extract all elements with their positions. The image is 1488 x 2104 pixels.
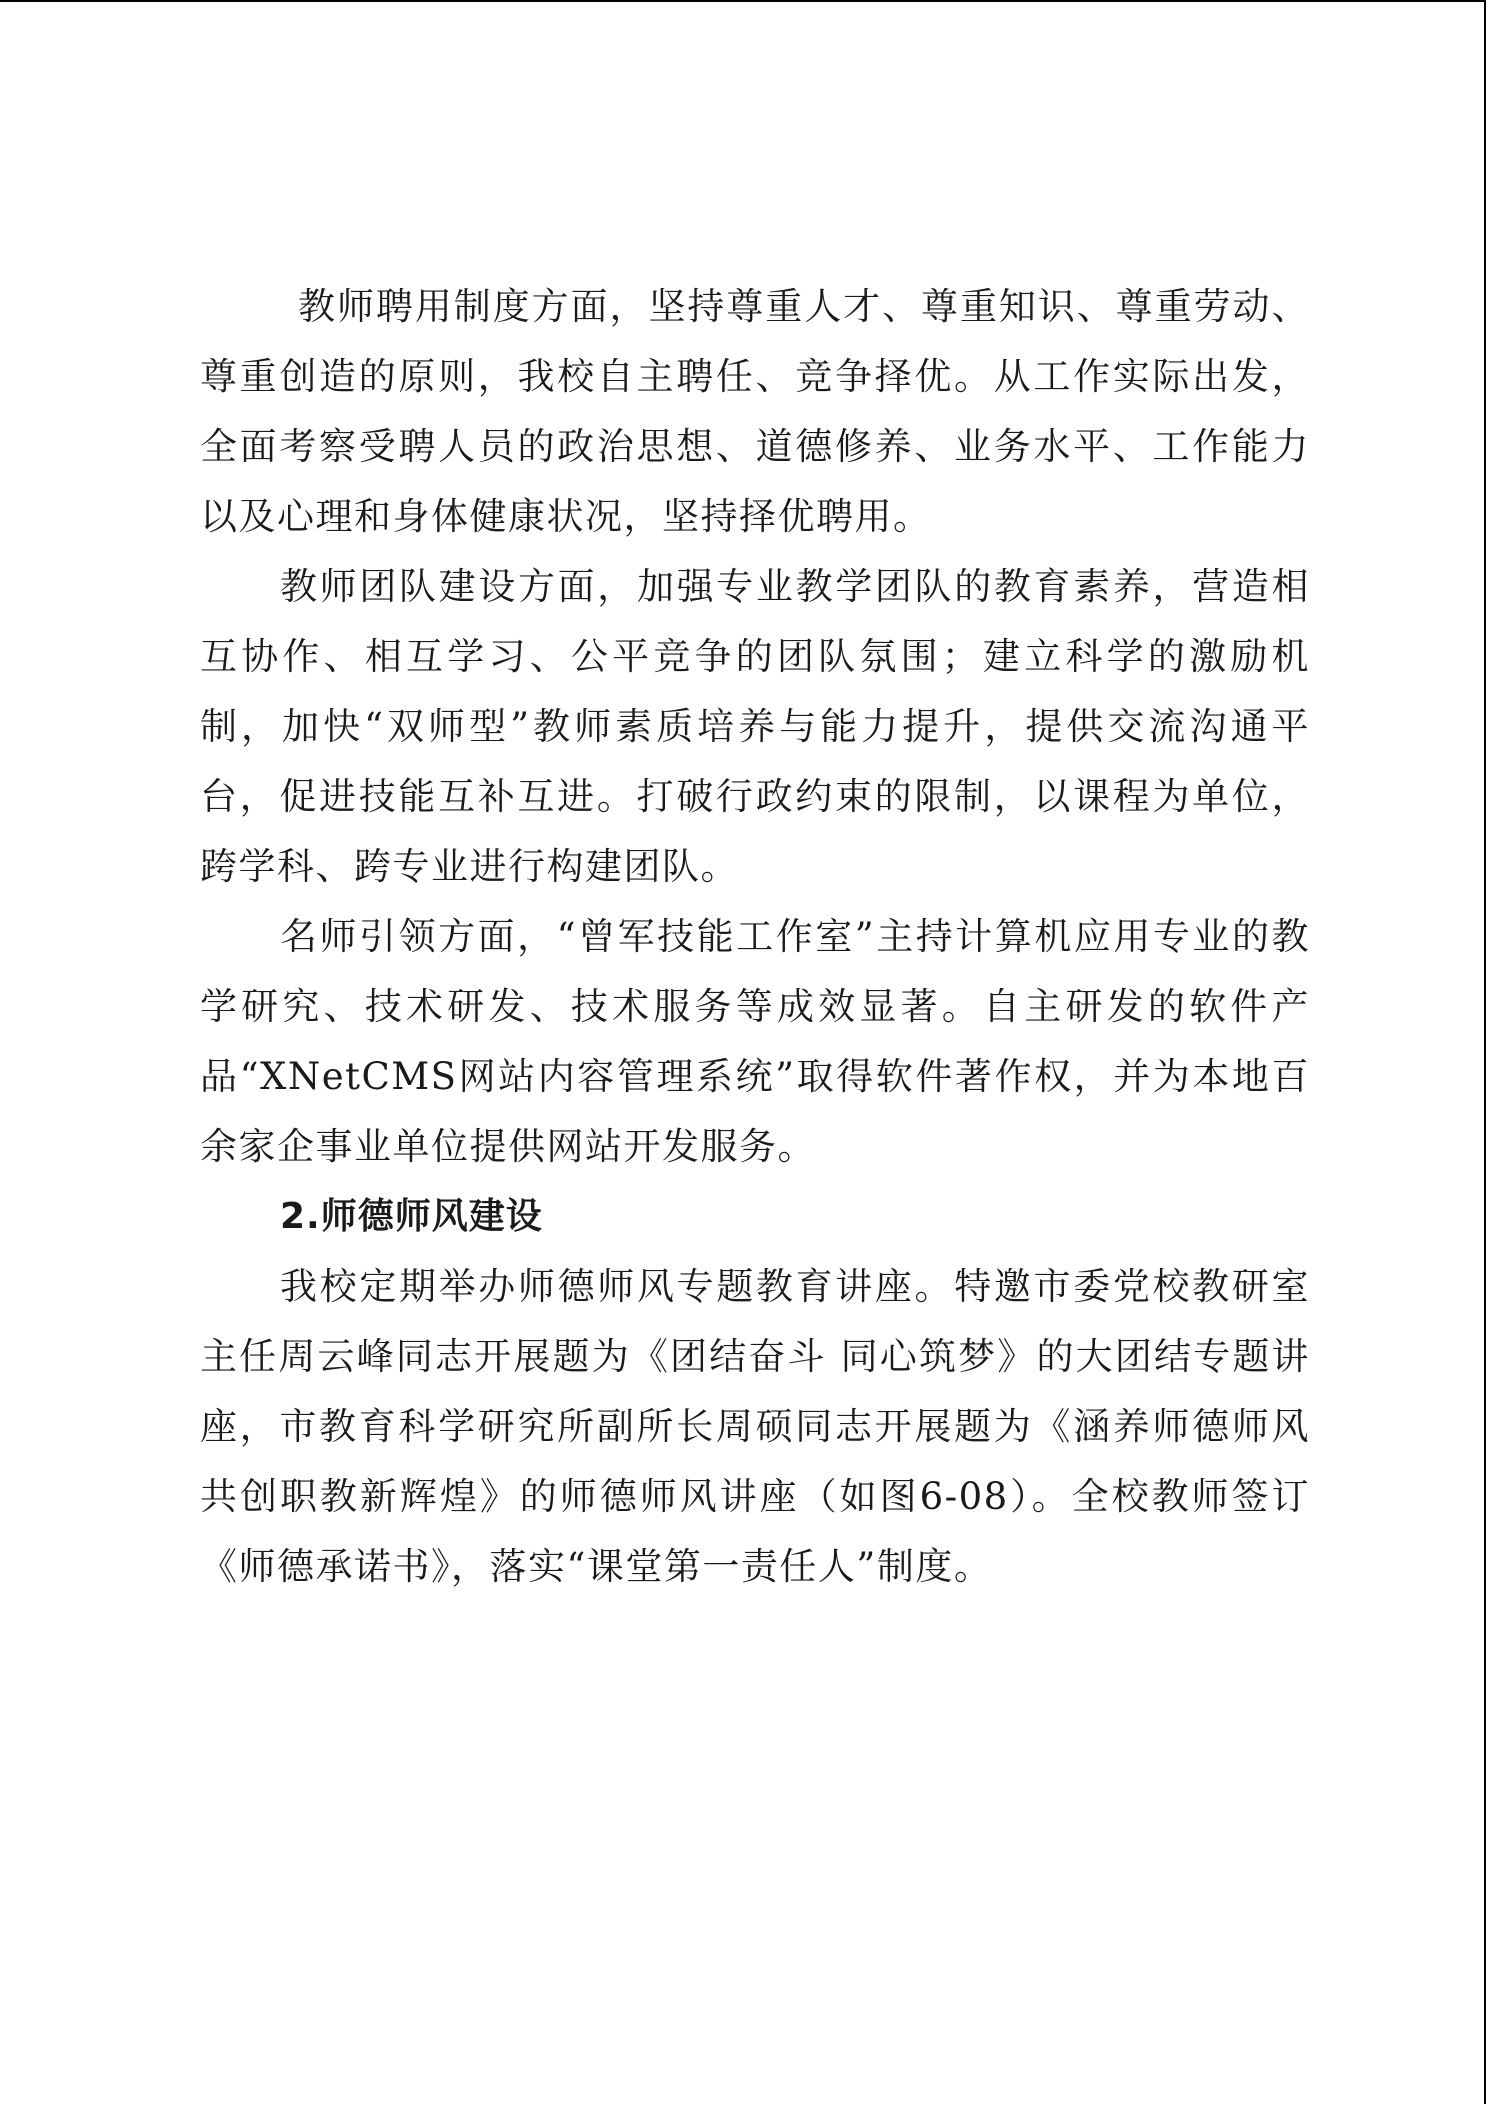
paragraph-master-teacher: 名师引领方面，“曾军技能工作室”主持计算机应用专业的教学研究、技术研发、技术服务等成效显著。自主研发的软件产品“XNetCMS网站内容管理系统”取得软件著作权，并为本地百余家企事业单位提供网站开发服务。 [200, 915, 1310, 1168]
paragraph-ethics-lectures: 我校定期举办师德师风专题教育讲座。特邀市委党校教研室主任周云峰同志开展题为《团结奋斗 同心筑梦》的大团结专题讲座，市教育科学研究所副所长周硕同志开展题为《涵养师德师风 共创职教新辉煌》的师德师风讲座（如图6-08）。全校教师签订《师德承诺书》，落实“课堂第一责任人”制度。 [200, 1265, 1310, 1588]
paragraph-teacher-hiring: 教师聘用制度方面，坚持尊重人才、尊重知识、尊重劳动、尊重创造的原则，我校自主聘任、竞争择优。从工作实际出发，全面考察受聘人员的政治思想、道德修养、业务水平、工作能力以及心理和身体健康状况，坚持择优聘用。 [200, 285, 1310, 538]
document-body [200, 272, 1310, 1602]
paragraph-team-building: 教师团队建设方面，加强专业教学团队的教育素养，营造相互协作、相互学习、公平竞争的团队氛围；建立科学的激励机制，加快“双师型”教师素质培养与能力提升，提供交流沟通平台，促进技能互补互进。打破行政约束的限制，以课程为单位，跨学科、跨专业进行构建团队。 [200, 565, 1310, 888]
section-heading: 2.师德师风建设 [280, 1196, 543, 1237]
